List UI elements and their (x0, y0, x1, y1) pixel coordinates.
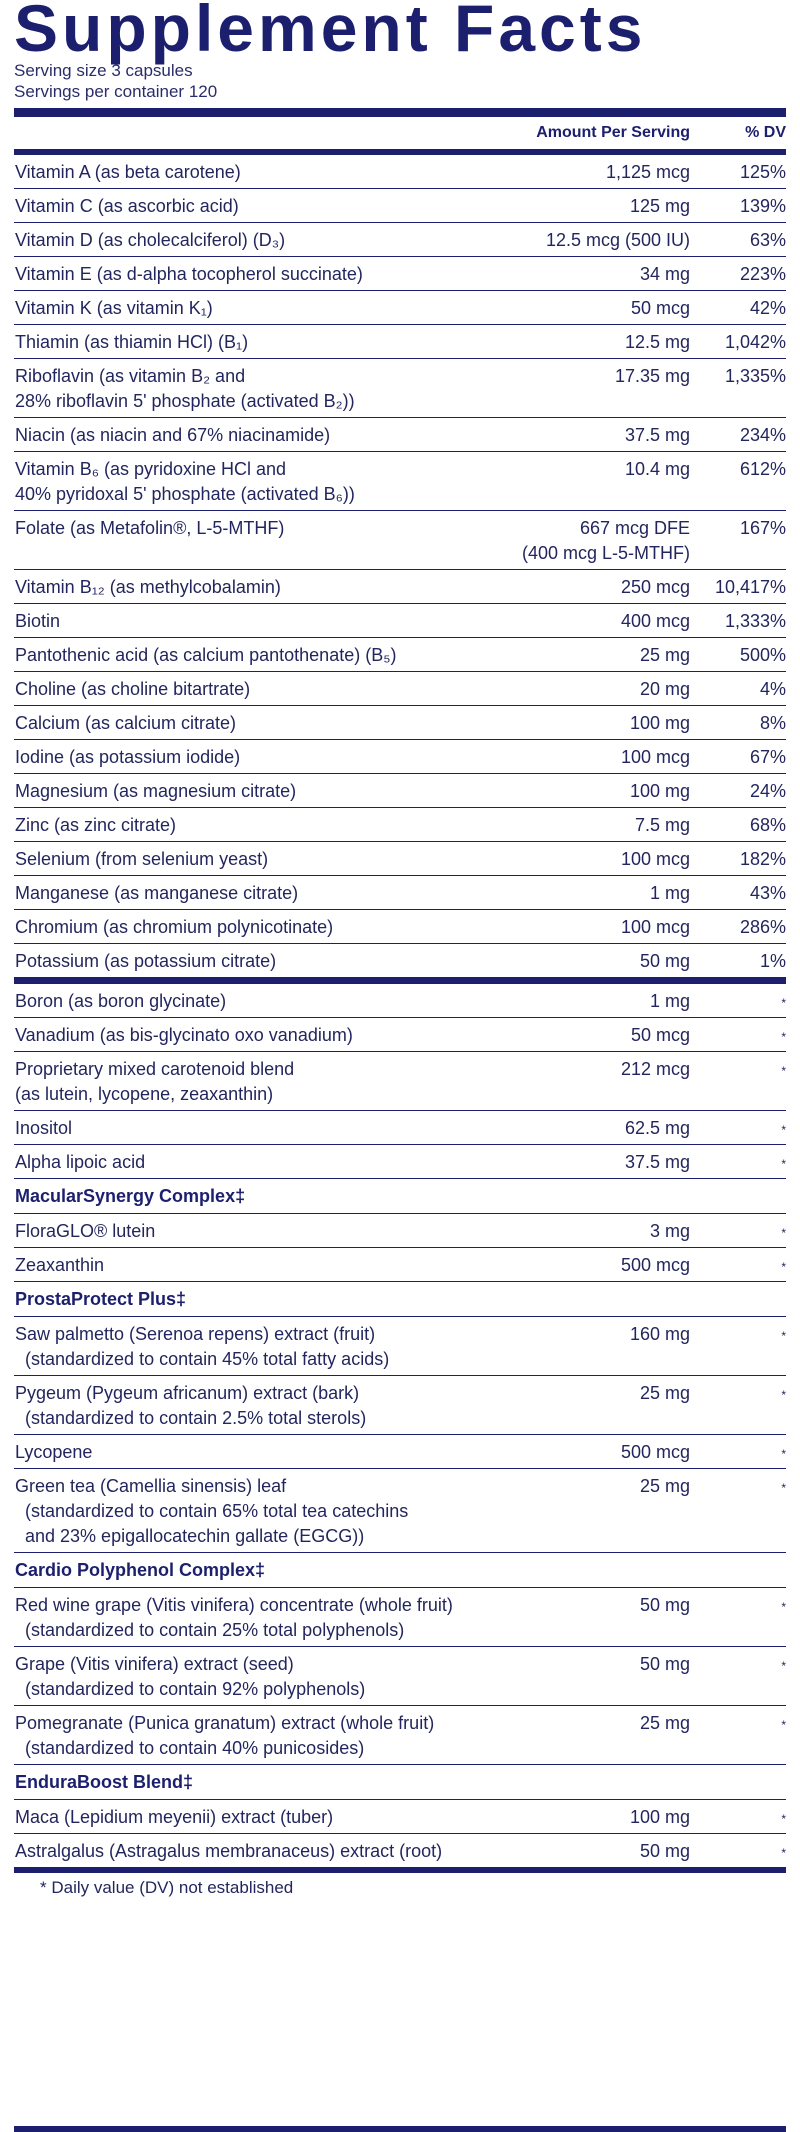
nutrient-dv (700, 881, 786, 906)
nutrient-dv (700, 847, 786, 872)
nutrient-row (14, 189, 786, 223)
nutrient-name-line: 40% pyridoxal 5' phosphate (activated B₆)) (15, 484, 355, 504)
nutrient-row (14, 1317, 786, 1376)
dv-value: * (781, 1123, 786, 1137)
dv-value: 42% (749, 298, 786, 318)
nutrient-amount (494, 1440, 700, 1465)
nutrient-name (14, 711, 494, 736)
nutrient-row (14, 1800, 786, 1834)
nutrient-row (14, 1469, 786, 1553)
nutrient-amount (494, 949, 700, 974)
nutrient-name-line: (standardized to contain 92% polyphenols) (25, 1679, 366, 1699)
amount-line: 10.4 mg (624, 459, 690, 479)
dv-value: 500% (739, 645, 786, 665)
amount-line: 212 mcg (620, 1059, 690, 1079)
nutrient-name (14, 915, 494, 940)
nutrient-name (14, 1593, 494, 1643)
nutrient-name (14, 575, 494, 600)
nutrient-amount (494, 1150, 700, 1175)
nutrient-name (14, 1711, 494, 1761)
amount-line: 37.5 mg (624, 1152, 690, 1172)
nutrient-row (14, 155, 786, 189)
amount-line: 25 mg (639, 1383, 690, 1403)
nutrient-row (14, 1706, 786, 1765)
nutrient-row (14, 1588, 786, 1647)
amount-line: 12.5 mg (624, 332, 690, 352)
nutrient-amount (494, 1593, 700, 1643)
nutrient-dv (700, 609, 786, 634)
nutrient-name-line: Vitamin C (as ascorbic acid) (15, 196, 239, 216)
nutrient-amount (494, 1322, 700, 1372)
nutrient-name (14, 330, 494, 355)
nutrient-row (14, 1214, 786, 1248)
nutrient-amount (494, 1805, 700, 1830)
nutrient-row (14, 1111, 786, 1145)
nutrient-amount (494, 575, 700, 600)
nutrient-name-line: Red wine grape (Vitis vinifera) concentrate (whole fruit) (15, 1595, 453, 1615)
dv-value: * (781, 1846, 786, 1860)
nutrient-row (14, 452, 786, 511)
nutrient-amount (494, 1057, 700, 1107)
nutrient-dv (700, 1381, 786, 1431)
nutrient-amount (494, 1253, 700, 1278)
nutrient-name-line: (standardized to contain 2.5% total sterols) (25, 1408, 367, 1428)
nutrient-amount (494, 643, 700, 668)
nutrient-amount (494, 194, 700, 219)
nutrient-name (14, 813, 494, 838)
nutrient-name (14, 194, 494, 219)
amount-line: 50 mg (639, 1841, 690, 1861)
nutrient-name (14, 457, 494, 507)
nutrient-dv (700, 330, 786, 355)
nutrient-name (14, 779, 494, 804)
nutrient-name (14, 1150, 494, 1175)
nutrient-dv (700, 949, 786, 974)
nutrient-amount (494, 813, 700, 838)
nutrient-amount (494, 677, 700, 702)
nutrient-row (14, 325, 786, 359)
nutrient-name-line: Vitamin D (as cholecalciferol) (D₃) (15, 230, 286, 250)
nutrient-amount (494, 1381, 700, 1431)
amount-line: 667 mcg DFE (579, 518, 690, 538)
nutrient-row (14, 570, 786, 604)
dv-value: * (781, 1447, 786, 1461)
nutrient-amount (494, 296, 700, 321)
nutrient-dv (700, 1839, 786, 1864)
nutrient-row (14, 808, 786, 842)
top-divider (14, 108, 786, 117)
amount-line: 50 mg (639, 1654, 690, 1674)
nutrient-dv (700, 643, 786, 668)
nutrient-row (14, 359, 786, 418)
nutrient-name (14, 423, 494, 448)
dv-value: * (781, 996, 786, 1010)
amount-line: 100 mg (629, 713, 690, 733)
nutrient-name-line: Selenium (from selenium yeast) (15, 849, 269, 869)
nutrient-name (14, 228, 494, 253)
nutrient-dv (700, 516, 786, 566)
nutrient-amount (494, 1652, 700, 1702)
nutrient-name (14, 949, 494, 974)
amount-line: 100 mcg (620, 917, 690, 937)
amount-line: 25 mg (639, 1713, 690, 1733)
nutrient-row (14, 418, 786, 452)
nutrient-row (14, 291, 786, 325)
blend-heading-macular: MacularSynergy Complex‡ (14, 1179, 786, 1214)
nutrient-dv (700, 989, 786, 1014)
nutrient-name (14, 1253, 494, 1278)
blend-heading-endura: EnduraBoost Blend‡ (14, 1765, 786, 1800)
nutrient-name (14, 296, 494, 321)
nutrient-name (14, 364, 494, 414)
amount-line: 7.5 mg (634, 815, 690, 835)
nutrient-name (14, 1474, 494, 1549)
nutrient-dv (700, 1150, 786, 1175)
nutrient-row (14, 604, 786, 638)
nutrient-dv (700, 813, 786, 838)
servings-per-container: Servings per container 120 (14, 82, 218, 101)
nutrient-dv (700, 779, 786, 804)
dv-value: 10,417% (714, 577, 786, 597)
amount-line: 3 mg (649, 1221, 690, 1241)
amount-line: 62.5 mg (624, 1118, 690, 1138)
amount-line: 37.5 mg (624, 425, 690, 445)
nutrient-name-line: Pygeum (Pygeum africanum) extract (bark) (15, 1383, 360, 1403)
nutrient-dv (700, 1253, 786, 1278)
nutrient-name (14, 609, 494, 634)
nutrient-name-line: Iodine (as potassium iodide) (15, 747, 241, 767)
dv-value: 286% (739, 917, 786, 937)
nutrient-name (14, 1381, 494, 1431)
table-header (14, 117, 786, 155)
dv-value: * (781, 1388, 786, 1402)
nutrient-row (14, 1834, 786, 1868)
dv-value: 612% (739, 459, 786, 479)
dv-value: 43% (749, 883, 786, 903)
amount-line: 100 mcg (620, 747, 690, 767)
amount-line: 25 mg (639, 645, 690, 665)
nutrient-dv (700, 296, 786, 321)
dv-value: * (781, 1260, 786, 1274)
nutrient-dv (700, 1711, 786, 1761)
nutrient-row (14, 1018, 786, 1052)
nutrient-row (14, 257, 786, 291)
nutrient-name (14, 1839, 494, 1864)
dv-value: * (781, 1064, 786, 1078)
nutrient-dv (700, 160, 786, 185)
amount-line: 17.35 mg (614, 366, 690, 386)
nutrient-dv (700, 1474, 786, 1549)
amount-line: 125 mg (629, 196, 690, 216)
dv-value: 24% (749, 781, 786, 801)
nutrient-amount (494, 364, 700, 414)
nutrient-amount (494, 1023, 700, 1048)
nutrient-dv (700, 1023, 786, 1048)
dv-value: 182% (739, 849, 786, 869)
nutrient-dv (700, 364, 786, 414)
nutrient-row (14, 740, 786, 774)
nutrient-name-line: Green tea (Camellia sinensis) leaf (15, 1476, 287, 1496)
nutrient-row (14, 511, 786, 570)
amount-line: (400 mcg L-5-MTHF) (521, 543, 690, 563)
nutrient-dv (700, 1219, 786, 1244)
nutrient-amount (494, 330, 700, 355)
nutrient-name-line: Chromium (as chromium polynicotinate) (15, 917, 334, 937)
nutrient-name-line: Manganese (as manganese citrate) (15, 883, 299, 903)
dv-value: 8% (759, 713, 786, 733)
nutrient-row (14, 1647, 786, 1706)
nutrient-row (14, 638, 786, 672)
dv-value: 125% (739, 162, 786, 182)
dv-value: * (781, 1226, 786, 1240)
amount-line: 1,125 mcg (605, 162, 690, 182)
nutrient-name-line: Zinc (as zinc citrate) (15, 815, 177, 835)
bottom-divider (14, 2126, 786, 2132)
nutrient-row (14, 944, 786, 984)
nutrient-dv (700, 1805, 786, 1830)
nutrient-name-line: FloraGLO® lutein (15, 1221, 156, 1241)
dv-value: * (781, 1718, 786, 1732)
nutrient-name-line: (as lutein, lycopene, zeaxanthin) (15, 1084, 274, 1104)
nutrient-amount (494, 1839, 700, 1864)
nutrient-row (14, 1435, 786, 1469)
nutrient-name (14, 1219, 494, 1244)
nutrient-name (14, 677, 494, 702)
nutrient-dv (700, 1593, 786, 1643)
nutrient-row (14, 876, 786, 910)
amount-line: 100 mg (629, 781, 690, 801)
nutrient-amount (494, 1219, 700, 1244)
header-dv: % DV (745, 124, 786, 141)
nutrient-amount (494, 745, 700, 770)
nutrient-dv (700, 677, 786, 702)
nutrient-name-line: (standardized to contain 65% total tea catechins (25, 1501, 409, 1521)
serving-size: Serving size 3 capsules (14, 61, 193, 80)
nutrient-name-line: Potassium (as potassium citrate) (15, 951, 277, 971)
dv-value: 1,333% (724, 611, 786, 631)
nutrient-name (14, 1322, 494, 1372)
header-amount: Amount Per Serving (536, 124, 690, 141)
nutrient-name-line: Vitamin B₁₂ (as methylcobalamin) (15, 577, 281, 597)
nutrient-amount (494, 457, 700, 507)
amount-line: 50 mg (639, 951, 690, 971)
nutrient-name-line: Calcium (as calcium citrate) (15, 713, 237, 733)
nutrient-row (14, 984, 786, 1018)
nutrient-name-line: 28% riboflavin 5' phosphate (activated B₂)) (15, 391, 355, 411)
nutrient-name-line: Grape (Vitis vinifera) extract (seed) (15, 1654, 294, 1674)
nutrient-row (14, 672, 786, 706)
nutrient-name-line: Lycopene (15, 1442, 93, 1462)
nutrient-name-line: Boron (as boron glycinate) (15, 991, 227, 1011)
blend-heading-cardio: Cardio Polyphenol Complex‡ (14, 1553, 786, 1588)
dv-value: 1% (759, 951, 786, 971)
nutrient-name-line: Maca (Lepidium meyenii) extract (tuber) (15, 1807, 334, 1827)
nutrient-dv (700, 1116, 786, 1141)
nutrient-name (14, 881, 494, 906)
amount-line: 20 mg (639, 679, 690, 699)
nutrient-name-line: Vitamin E (as d-alpha tocopherol succinate) (15, 264, 363, 284)
nutrient-row (14, 1376, 786, 1435)
dv-value: 223% (739, 264, 786, 284)
nutrient-row (14, 842, 786, 876)
amount-line: 500 mcg (620, 1442, 690, 1462)
amount-line: 50 mcg (630, 298, 690, 318)
nutrient-amount (494, 881, 700, 906)
nutrient-dv (700, 423, 786, 448)
amount-line: 1 mg (649, 883, 690, 903)
nutrient-name-line: Inositol (15, 1118, 73, 1138)
nutrient-dv (700, 1652, 786, 1702)
nutrient-dv (700, 457, 786, 507)
nutrient-row (14, 774, 786, 808)
dv-value: * (781, 1157, 786, 1171)
nutrient-name (14, 643, 494, 668)
nutrient-name-line: Astralgalus (Astragalus membranaceus) extract (root) (15, 1841, 443, 1861)
supplement-facts-panel (14, 0, 786, 1898)
dv-value: 1,042% (724, 332, 786, 352)
nutrient-name (14, 1440, 494, 1465)
nutrient-amount (494, 1474, 700, 1549)
nutrient-dv (700, 194, 786, 219)
dv-value: 4% (759, 679, 786, 699)
nutrient-dv (700, 745, 786, 770)
nutrient-amount (494, 160, 700, 185)
dv-value: * (781, 1812, 786, 1826)
nutrient-row (14, 1145, 786, 1179)
nutrient-name-line: Pomegranate (Punica granatum) extract (whole fruit) (15, 1713, 435, 1733)
amount-line: 50 mg (639, 1595, 690, 1615)
nutrient-amount (494, 516, 700, 566)
nutrient-name-line: Zeaxanthin (15, 1255, 105, 1275)
dv-value: 139% (739, 196, 786, 216)
nutrient-name-line: (standardized to contain 25% total polyphenols) (25, 1620, 405, 1640)
amount-line: 160 mg (629, 1324, 690, 1344)
amount-line: 400 mcg (620, 611, 690, 631)
nutrient-name (14, 516, 494, 566)
nutrient-row (14, 1248, 786, 1282)
nutrient-amount (494, 1116, 700, 1141)
nutrient-name-line: Riboflavin (as vitamin B₂ and (15, 366, 246, 386)
nutrient-dv (700, 262, 786, 287)
nutrient-dv (700, 1322, 786, 1372)
amount-line: 100 mg (629, 1807, 690, 1827)
nutrient-name (14, 1805, 494, 1830)
nutrient-name-line: Vitamin A (as beta carotene) (15, 162, 241, 182)
nutrient-dv (700, 1440, 786, 1465)
nutrient-name (14, 847, 494, 872)
blend-heading-prosta: ProstaProtect Plus‡ (14, 1282, 786, 1317)
nutrient-name-line: Pantothenic acid (as calcium pantothenate) (B₅) (15, 645, 397, 665)
dv-value: 67% (749, 747, 786, 767)
amount-line: 500 mcg (620, 1255, 690, 1275)
nutrient-row (14, 706, 786, 740)
amount-line: 25 mg (639, 1476, 690, 1496)
nutrient-row (14, 910, 786, 944)
dv-value: 234% (739, 425, 786, 445)
nutrient-name-line: Vanadium (as bis-glycinato oxo vanadium) (15, 1025, 353, 1045)
dv-value: 1,335% (724, 366, 786, 386)
nutrient-name-line: Choline (as choline bitartrate) (15, 679, 251, 699)
dv-value: 63% (749, 230, 786, 250)
dv-value: * (781, 1030, 786, 1044)
dv-value: 167% (739, 518, 786, 538)
nutrient-amount (494, 915, 700, 940)
nutrient-table (14, 155, 786, 1868)
nutrient-dv (700, 1057, 786, 1107)
dv-value: * (781, 1600, 786, 1614)
amount-line: 1 mg (649, 991, 690, 1011)
nutrient-amount (494, 262, 700, 287)
nutrient-amount (494, 779, 700, 804)
nutrient-name (14, 1057, 494, 1107)
nutrient-name-line: (standardized to contain 40% punicosides) (25, 1738, 365, 1758)
footnote: * Daily value (DV) not established (14, 1868, 786, 1898)
nutrient-amount (494, 711, 700, 736)
nutrient-name-line: Vitamin K (as vitamin K₁) (15, 298, 213, 318)
nutrient-name-line: Folate (as Metafolin®, L-5-MTHF) (15, 518, 285, 538)
dv-value: * (781, 1659, 786, 1673)
nutrient-name (14, 1116, 494, 1141)
nutrient-name-line: Magnesium (as magnesium citrate) (15, 781, 297, 801)
nutrient-amount (494, 847, 700, 872)
nutrient-dv (700, 228, 786, 253)
nutrient-name-line: Niacin (as niacin and 67% niacinamide) (15, 425, 331, 445)
nutrient-name-line: Thiamin (as thiamin HCl) (B₁) (15, 332, 249, 352)
nutrient-dv (700, 711, 786, 736)
nutrient-name (14, 1023, 494, 1048)
nutrient-amount (494, 989, 700, 1014)
nutrient-name-line: Vitamin B₆ (as pyridoxine HCl and (15, 459, 287, 479)
nutrient-dv (700, 915, 786, 940)
nutrient-name (14, 262, 494, 287)
nutrient-name-line: Proprietary mixed carotenoid blend (15, 1059, 295, 1079)
nutrient-row (14, 1052, 786, 1111)
panel-title: Supplement Facts (14, 0, 647, 65)
amount-line: 34 mg (639, 264, 690, 284)
nutrient-name-line: Biotin (15, 611, 61, 631)
amount-line: 12.5 mcg (500 IU) (545, 230, 690, 250)
nutrient-name (14, 160, 494, 185)
nutrient-name (14, 989, 494, 1014)
dv-value: * (781, 1329, 786, 1343)
dv-value: 68% (749, 815, 786, 835)
amount-line: 50 mcg (630, 1025, 690, 1045)
nutrient-amount (494, 1711, 700, 1761)
amount-line: 100 mcg (620, 849, 690, 869)
nutrient-dv (700, 575, 786, 600)
nutrient-amount (494, 423, 700, 448)
nutrient-name-line: Saw palmetto (Serenoa repens) extract (fruit) (15, 1324, 376, 1344)
dv-value: * (781, 1481, 786, 1495)
nutrient-name (14, 1652, 494, 1702)
amount-line: 250 mcg (620, 577, 690, 597)
nutrient-name (14, 745, 494, 770)
nutrient-amount (494, 609, 700, 634)
nutrient-name-line: (standardized to contain 45% total fatty acids) (25, 1349, 390, 1369)
nutrient-amount (494, 228, 700, 253)
nutrient-name-line: and 23% epigallocatechin gallate (EGCG)) (25, 1526, 365, 1546)
nutrient-name-line: Alpha lipoic acid (15, 1152, 146, 1172)
nutrient-row (14, 223, 786, 257)
